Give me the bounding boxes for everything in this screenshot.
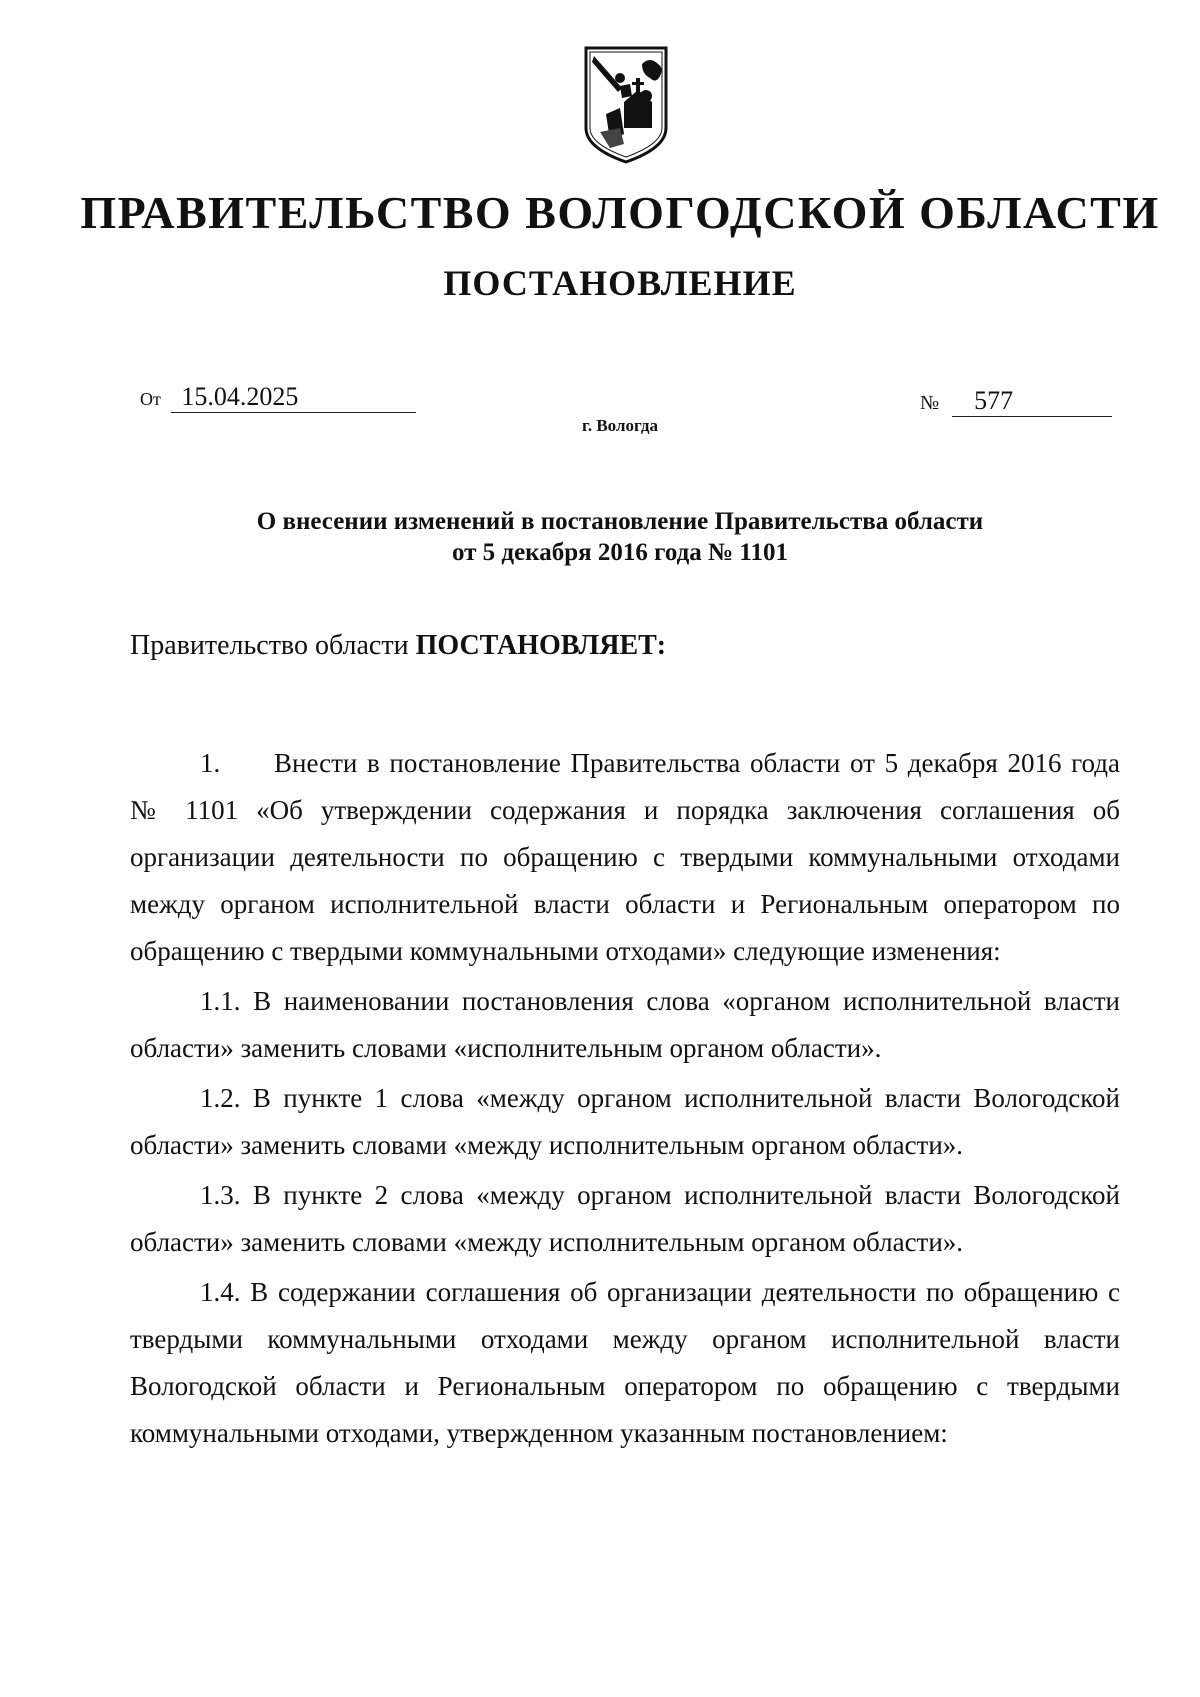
preamble-text: Правительство области [130, 630, 416, 661]
number-value: 577 [952, 386, 1112, 417]
document-subject [100, 506, 1140, 568]
paragraph-1 [130, 740, 1120, 975]
paragraph-1-1: 1.1. В наименовании постановления слова «органом исполнительной власти области» заменить словами «исполнительным органом области». [130, 986, 1120, 1063]
paragraph-1-2: 1.2. В пункте 1 слова «между органом исполнительной власти Вологодской области» заменить словами «между исполнительным органом области». [130, 1083, 1120, 1160]
paragraph-1-number: 1. [200, 748, 221, 778]
number-row [920, 386, 1112, 417]
city: г. Вологда [582, 416, 658, 435]
vologda-coat-of-arms-icon [580, 44, 672, 166]
government-title: ПРАВИТЕЛЬСТВО ВОЛОГОДСКОЙ ОБЛАСТИ [80, 187, 1160, 238]
paragraph-1-text: Внести в постановление Правительства области от 5 декабря 2016 года № 1101 «Об утверждении содержания и порядка заключения соглашения об организации деятельности по обращению с твердыми коммунальными отходами между органом исполнительной власти области и Региональным оператором по обращению с твердыми коммунальными отходами» следующие изменения: [130, 748, 1120, 966]
date-row [140, 382, 416, 413]
preamble [130, 630, 666, 662]
number-label: № [920, 392, 940, 414]
paragraph-1-4: 1.4. В содержании соглашения об организации деятельности по обращению с твердыми коммунальными отходами между органом исполнительной власти Вологодской области и Региональным оператором по обращению с твердыми коммунальными отходами, утвержденном указанным постановлением: [130, 1277, 1120, 1448]
preamble-emphasis: ПОСТАНОВЛЯЕТ: [415, 630, 667, 661]
subject-line-1: О внесении изменений в постановление Правительства области [256, 508, 984, 535]
paragraph-1-3: 1.3. В пункте 2 слова «между органом исполнительной власти Вологодской области» заменить словами «между исполнительным органом области». [130, 1180, 1120, 1257]
subject-line-2: от 5 декабря 2016 года № 1101 [451, 539, 789, 566]
date-value: 15.04.2025 [171, 382, 416, 413]
date-label: От [140, 389, 161, 409]
document-body [130, 740, 1120, 1457]
document-type: ПОСТАНОВЛЕНИЕ [443, 263, 797, 303]
